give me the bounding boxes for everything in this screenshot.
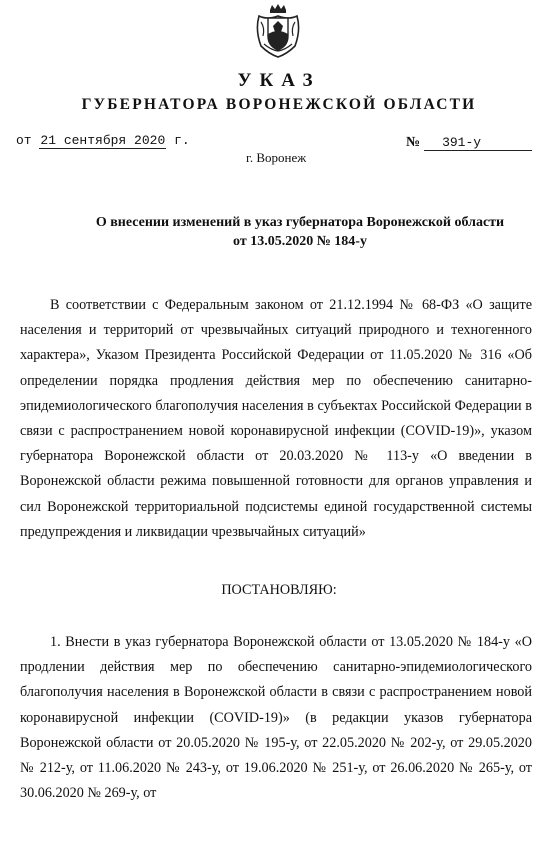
number-sign: № <box>406 135 421 150</box>
date-line <box>16 133 190 148</box>
document-number: 391-у <box>424 135 532 151</box>
document-subtitle: ГУБЕРНАТОРА ВОРОНЕЖСКОЙ ОБЛАСТИ <box>81 96 477 113</box>
coat-of-arms-emblem <box>255 4 301 58</box>
number-line <box>406 133 532 151</box>
document-title: УКАЗ <box>237 70 321 91</box>
city: г. Воронеж <box>246 150 307 165</box>
heading-line-1: О внесении изменений в указ губернатора Воронежской области <box>95 215 505 230</box>
date-suffix: г. <box>174 133 190 148</box>
document-heading <box>0 213 558 251</box>
decree-word: ПОСТАНОВЛЯЮ: <box>221 582 337 598</box>
document-date: 21 сентября 2020 <box>40 133 166 148</box>
date-prefix: от <box>16 133 32 148</box>
heading-line-2: от 13.05.2020 № 184-у <box>233 234 367 249</box>
preamble-paragraph: В соответствии с Федеральным законом от 21.12.1994 № 68-ФЗ «О защите населения и территорий от чрезвычайных ситуаций природного и техногенного характера», Указом Президента Российской Федерации от 11.05.2020 № 316 «Об определении порядка продления действия мер по обеспечению санитарно-эпидемиологического благополучия населения в субъектах Российской Федерации в связи с распространением новой коронавирусной инфекции (COVID-19)», указом губернатора Воронежской области от 20.03.2020 № 113-у «О введении в Воронежской области режима повышенной готовности для органов управления и сил Воронежской территориальной подсистемы единой государственной системы предупреждения и ликвидации чрезвычайных ситуаций» <box>20 297 532 540</box>
item-1-paragraph: 1. Внести в указ губернатора Воронежской области от 13.05.2020 № 184-у «О продлении действия мер по обеспечению санитарно-эпидемиологического благополучия населения в Воронежской области в связи с распространением новой коронавирусной инфекции (COVID-19)» (в редакции указов губернатора Воронежской области от 20.05.2020 № 195-у, от 22.05.2020 № 202-у, от 29.05.2020 № 212-у, от 11.06.2020 № 243-у, от 19.06.2020 № 251-у, от 26.06.2020 № 265-у, от 30.06.2020 № 269-у, от <box>20 634 532 802</box>
